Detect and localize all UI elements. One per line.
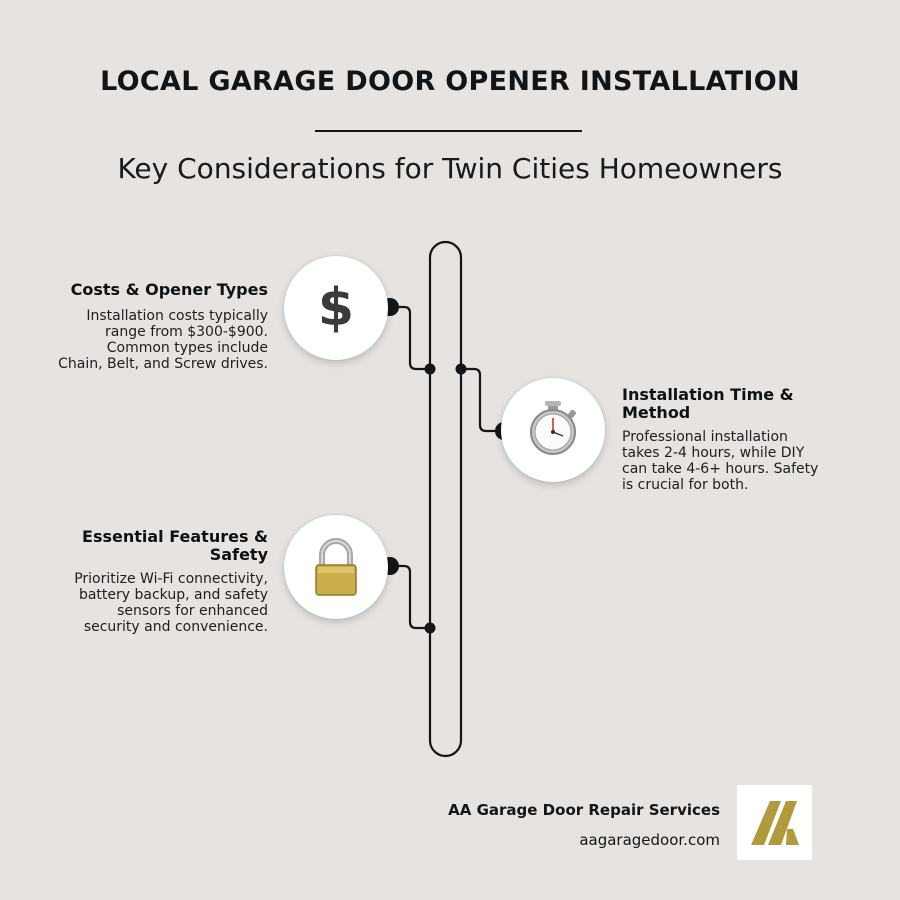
padlock-icon	[284, 515, 388, 619]
costs-body-line: Installation costs typically	[86, 308, 268, 324]
time-body-line: can take 4-6+ hours. Safety	[622, 461, 819, 477]
brand-logo	[737, 785, 812, 860]
svg-text:$: $	[317, 278, 355, 338]
time-icon-badge	[501, 378, 605, 482]
features-heading-line: Essential Features &	[82, 527, 268, 546]
junction-dot	[425, 623, 436, 634]
time-body-line: Professional installation	[622, 429, 788, 445]
costs-body-line: Common types include	[106, 340, 268, 356]
time-body-line: takes 2-4 hours, while DIY	[622, 445, 805, 461]
junction-dot	[456, 364, 467, 375]
time-body-line: is crucial for both.	[622, 477, 749, 493]
costs-icon-badge	[284, 256, 388, 360]
costs-body-line: Chain, Belt, and Screw drives.	[58, 356, 268, 372]
aa-logo-icon	[737, 785, 812, 860]
features-icon-badge	[284, 515, 388, 619]
features-heading-line: Safety	[209, 545, 268, 564]
dollar-sign-icon	[284, 256, 388, 360]
junction-dot	[425, 364, 436, 375]
time-heading-line: Installation Time &	[622, 385, 794, 404]
page-subtitle: Key Considerations for Twin Cities Homeowners	[117, 152, 783, 185]
costs-body	[8, 308, 268, 372]
features-body-line: sensors for enhanced	[117, 603, 268, 619]
brand-url[interactable]: aagaragedoor.com	[579, 831, 720, 849]
page-title: LOCAL GARAGE DOOR OPENER INSTALLATION	[100, 66, 800, 97]
features-body-line: security and convenience.	[83, 619, 268, 635]
time-heading-line: Method	[622, 403, 691, 422]
features-heading	[8, 528, 268, 564]
stopwatch-icon	[501, 378, 605, 482]
features-body	[8, 571, 268, 635]
time-body	[622, 429, 862, 493]
features-body-line: Prioritize Wi-Fi connectivity,	[74, 571, 268, 587]
brand-name: AA Garage Door Repair Services	[448, 801, 720, 819]
time-heading	[622, 386, 862, 422]
costs-body-line: range from $300-$900.	[105, 324, 268, 340]
costs-heading: Costs & Opener Types	[70, 280, 268, 299]
features-body-line: battery backup, and safety	[78, 587, 268, 603]
